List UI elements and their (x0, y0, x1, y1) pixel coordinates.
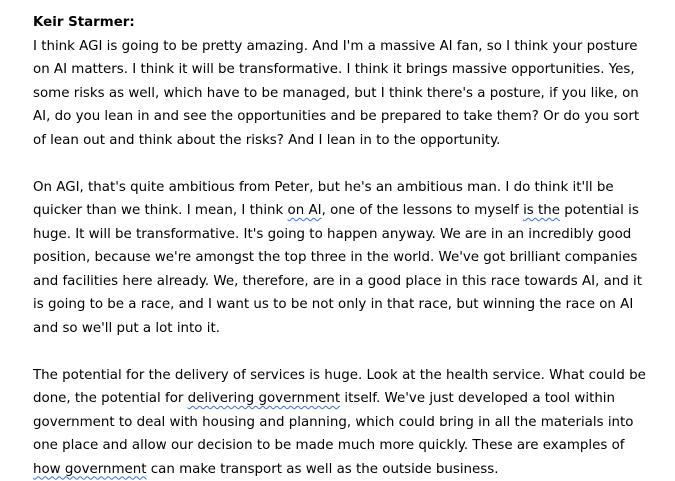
text-segment: , one of the lessons to myself (322, 203, 523, 218)
speaker-name: Keir Starmer: (33, 11, 648, 35)
grammar-flag[interactable]: on AI (288, 203, 322, 218)
grammar-flag[interactable]: how government (33, 462, 147, 477)
text-segment: can make transport as well as the outside business. (147, 462, 499, 477)
paragraph-3 (33, 364, 648, 481)
text-segment: potential is huge. It will be transformative. It's going to happen anyway. We are in an incredibly good position, because we're amongst the top three in the world. We've got brilliant companies and facilities here already. We, therefore, are in a good place in this race towards AI, and it is going to be a race, and I want us to be not only in that race, but winning the race on AI and so we'll put a lot into it. (33, 203, 642, 336)
paragraph-1 (33, 35, 648, 153)
text-segment: On AGI, that's quite ambitious from Peter, but he's an ambitious man. I do think it'll be quicker than we think. I mean, I think (33, 180, 614, 219)
text-segment: The potential for the delivery of services is huge. Look at the health service. What could be done, the potential for (33, 368, 646, 407)
text-segment: I think AGI is going to be pretty amazing. And I'm a massive AI fan, so I think your posture on AI matters. I think it will be transformative. I think it brings massive opportunities. Yes, some risks as well, which have to be managed, but I think there's a posture, if you like, on AI, do you lean in and see the opportunities and be prepared to take them? Or do you sort of lean out and think about the risks? And I lean in to the opportunity. (33, 39, 639, 148)
paragraph-2 (33, 176, 648, 341)
grammar-flag[interactable]: is the (523, 203, 560, 218)
transcript-document (33, 11, 648, 481)
grammar-flag[interactable]: delivering government (188, 391, 340, 406)
text-segment: itself. We've just developed a tool within government to deal with housing and planning, which could bring in all the materials into one place and allow our decision to be made much more quickly. These are examples of (33, 391, 633, 453)
